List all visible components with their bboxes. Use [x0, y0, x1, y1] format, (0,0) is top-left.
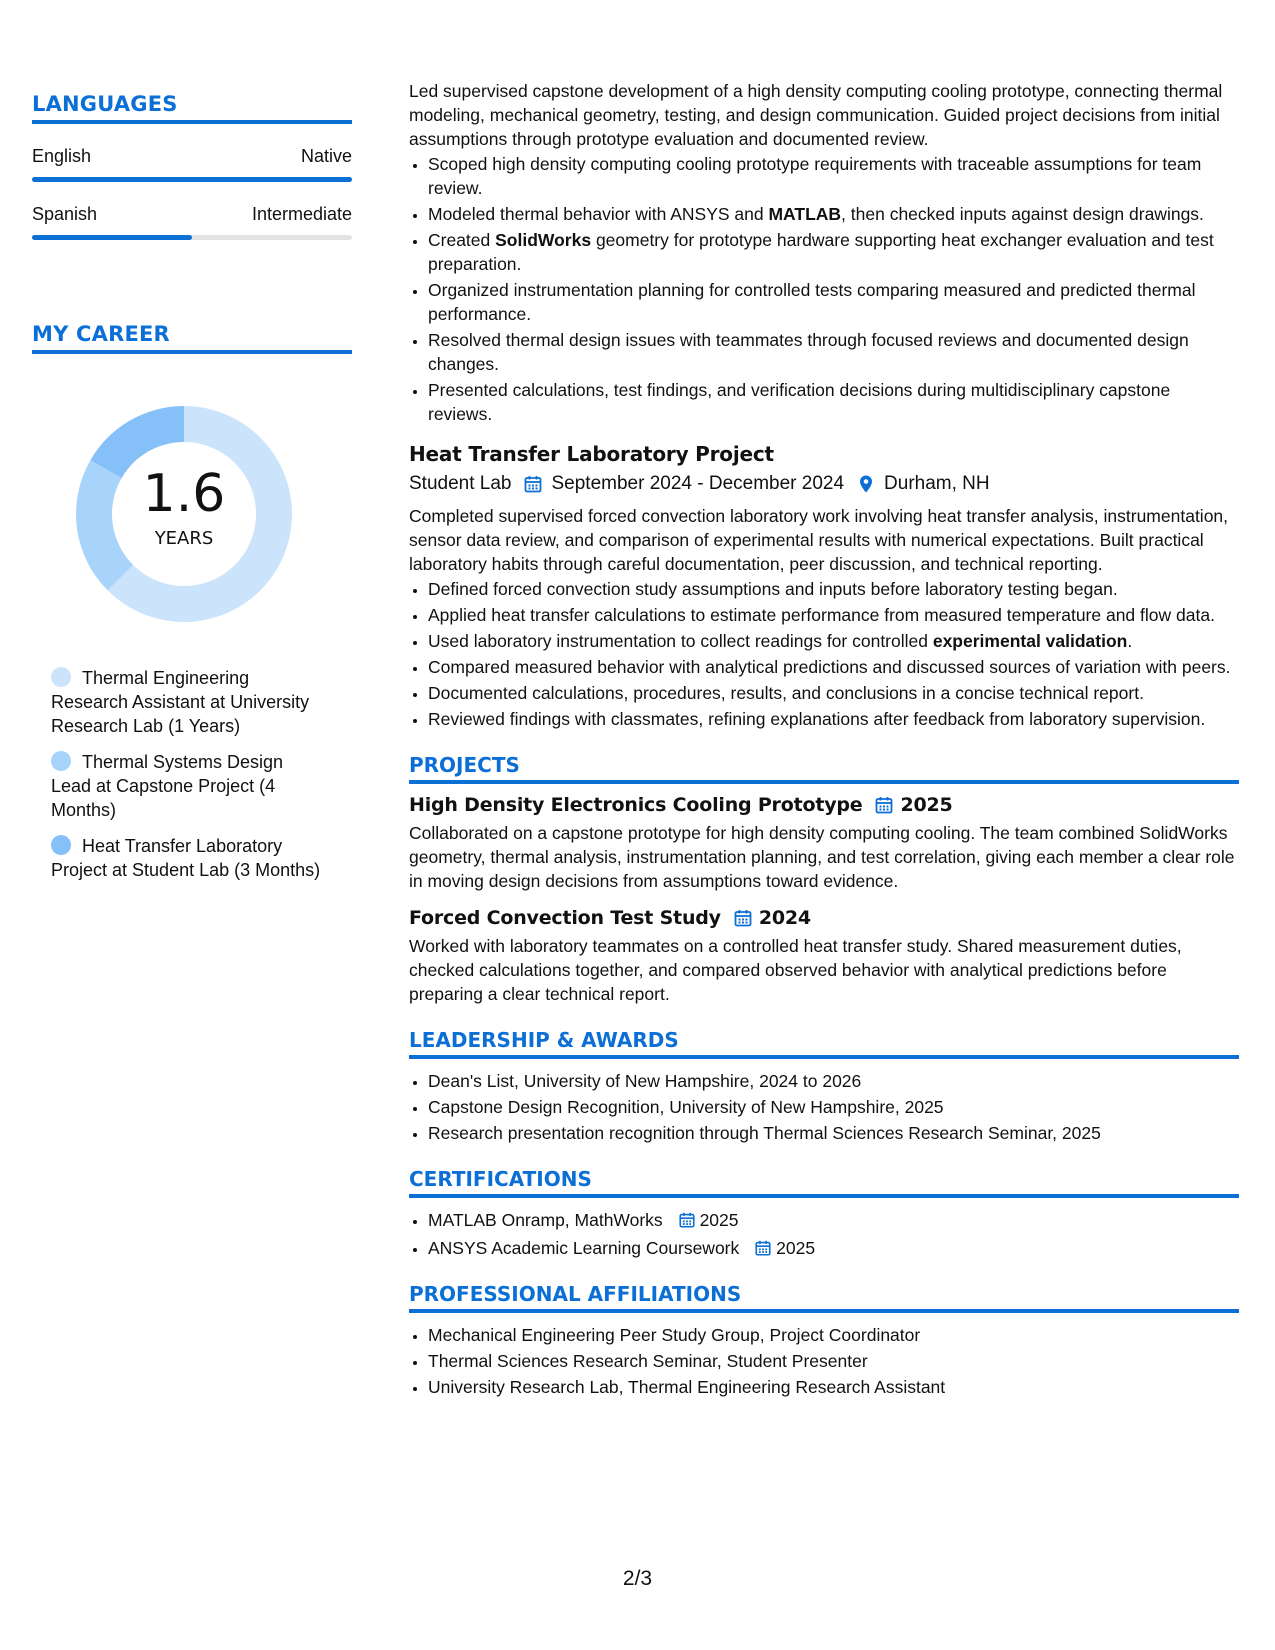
job-title: Heat Transfer Laboratory Project [409, 442, 774, 466]
career-legend-item [51, 750, 321, 822]
project-description: Collaborated on a capstone prototype for high density computing cooling. The team combined SolidWorks geometry, thermal analysis, instrumentation planning, and test correlation, giving each member a clear role in moving design decisions from assumptions toward evidence. [409, 823, 1235, 891]
calendar-icon [678, 1211, 696, 1229]
award-item: • Research presentation recognition through Thermal Sciences Research Seminar, 2025 [428, 1121, 1239, 1145]
job-company: Student Lab [409, 473, 512, 494]
job-bullets [409, 577, 1239, 731]
bullet-item: • Scoped high density computing cooling prototype requirements with traceable assumptions for team review. [428, 152, 1239, 200]
language-level: Intermediate [251, 204, 352, 224]
career-total-unit: YEARS [154, 528, 214, 549]
award-item: • Capstone Design Recognition, University of New Hampshire, 2025 [428, 1095, 1239, 1119]
certification-item [428, 1236, 1239, 1260]
bullet-item: • Organized instrumentation planning for controlled tests comparing measured and predicted thermal performance. [428, 278, 1239, 326]
sidebar [32, 92, 352, 894]
bullet-item: • Used laboratory instrumentation to collect readings for controlled experimental validation. [428, 629, 1239, 653]
calendar-icon [523, 474, 543, 494]
page-number: 2/3 [622, 1567, 653, 1590]
bullet-item: • Modeled thermal behavior with ANSYS and MATLAB, then checked inputs against design drawings. [428, 202, 1239, 226]
main-content [409, 79, 1239, 1401]
career-donut-chart [64, 394, 304, 634]
affiliations-list [409, 1323, 1239, 1399]
job-dates: September 2024 - December 2024 [551, 473, 845, 494]
affiliations-heading: PROFESSIONAL AFFILIATIONS [409, 1282, 1239, 1313]
job-meta [409, 473, 1239, 495]
career-heading: MY CAREER [32, 322, 352, 354]
bullet-item: • Created SolidWorks geometry for prototype hardware supporting heat exchanger evaluation and test preparation. [428, 228, 1239, 276]
awards-heading: LEADERSHIP & AWARDS [409, 1028, 1239, 1059]
map-pin-icon [856, 474, 876, 494]
certifications-heading: CERTIFICATIONS [409, 1167, 1239, 1198]
languages-heading: LANGUAGES [32, 92, 352, 124]
affiliation-item: • Mechanical Engineering Peer Study Group, Project Coordinator [428, 1323, 1239, 1347]
bullet-item: • Presented calculations, test findings, and verification decisions during multidisciplinary capstone reviews. [428, 378, 1239, 426]
award-item: • Dean's List, University of New Hampshire, 2024 to 2026 [428, 1069, 1239, 1093]
career-legend-text: Heat Transfer Laboratory Project at Student Lab (3 Months) [51, 836, 321, 880]
legend-dot [51, 835, 71, 855]
career-legend-text: Thermal Engineering Research Assistant at University Research Lab (1 Years) [51, 668, 310, 736]
language-proficiency-bar [32, 235, 352, 240]
language-name: Spanish [32, 204, 98, 224]
awards-list [409, 1069, 1239, 1145]
certification-year: 2025 [776, 1238, 816, 1258]
language-proficiency-fill [32, 177, 352, 182]
affiliation-item: • Thermal Sciences Research Seminar, Student Presenter [428, 1349, 1239, 1373]
calendar-icon [733, 908, 753, 928]
affiliation-item: • University Research Lab, Thermal Engineering Research Assistant [428, 1375, 1239, 1399]
projects-heading: PROJECTS [409, 753, 1239, 784]
job-location: Durham, NH [884, 473, 990, 494]
bullet-item: • Documented calculations, procedures, results, and conclusions in a concise technical report. [428, 681, 1239, 705]
project-description: Worked with laboratory teammates on a controlled heat transfer study. Shared measurement duties, checked calculations together, and compared observed behavior with analytical predictions before preparing a clear technical report. [409, 936, 1182, 1004]
certification-year: 2025 [699, 1210, 739, 1230]
bullet-item: • Reviewed findings with classmates, refining explanations after feedback from laboratory supervision. [428, 707, 1239, 731]
legend-dot [51, 667, 71, 687]
career-legend [51, 666, 321, 882]
job-description: Completed supervised forced convection laboratory work involving heat transfer analysis, instrumentation, sensor data review, and comparison of experimental results with numerical expectations. Built practical laboratory habits through careful documentation, peer discussion, and technical reporting. [409, 506, 1229, 574]
bullet-item: • Resolved thermal design issues with teammates through focused reviews and documented design changes. [428, 328, 1239, 376]
certification-item [428, 1208, 1239, 1232]
language-item [32, 204, 352, 240]
bullet-item: • Defined forced convection study assumptions and inputs before laboratory testing began. [428, 577, 1239, 601]
language-proficiency-fill [32, 235, 192, 240]
bullet-item: • Compared measured behavior with analytical predictions and discussed sources of variation with peers. [428, 655, 1239, 679]
language-name: English [32, 146, 92, 166]
project-year: 2024 [758, 907, 811, 929]
legend-dot [51, 751, 71, 771]
project-title: Forced Convection Test Study [409, 907, 721, 929]
experience-description: Led supervised capstone development of a high density computing cooling prototype, connecting thermal modeling, mechanical geometry, testing, and design communication. Guided project decisions from initial assumptions through prototype evaluation and documented review. [409, 81, 1223, 149]
calendar-icon [754, 1239, 772, 1257]
career-legend-item [51, 666, 321, 738]
career-legend-text: Thermal Systems Design Lead at Capstone Project (4 Months) [51, 752, 284, 820]
certification-name: ANSYS Academic Learning Coursework [428, 1238, 740, 1258]
experience-bullets [409, 152, 1239, 426]
certifications-list [409, 1208, 1239, 1260]
project-year: 2025 [900, 794, 953, 816]
project-item [409, 907, 1239, 1006]
career-legend-item [51, 834, 321, 882]
language-item [32, 146, 352, 182]
career-total-years: 1.6 [142, 464, 226, 524]
language-proficiency-bar [32, 177, 352, 182]
project-title: High Density Electronics Cooling Prototype [409, 794, 863, 816]
calendar-icon [874, 795, 894, 815]
language-level: Native [300, 146, 352, 166]
bullet-item: • Applied heat transfer calculations to estimate performance from measured temperature and flow data. [428, 603, 1239, 627]
project-item [409, 794, 1239, 893]
certification-name: MATLAB Onramp, MathWorks [428, 1210, 663, 1230]
